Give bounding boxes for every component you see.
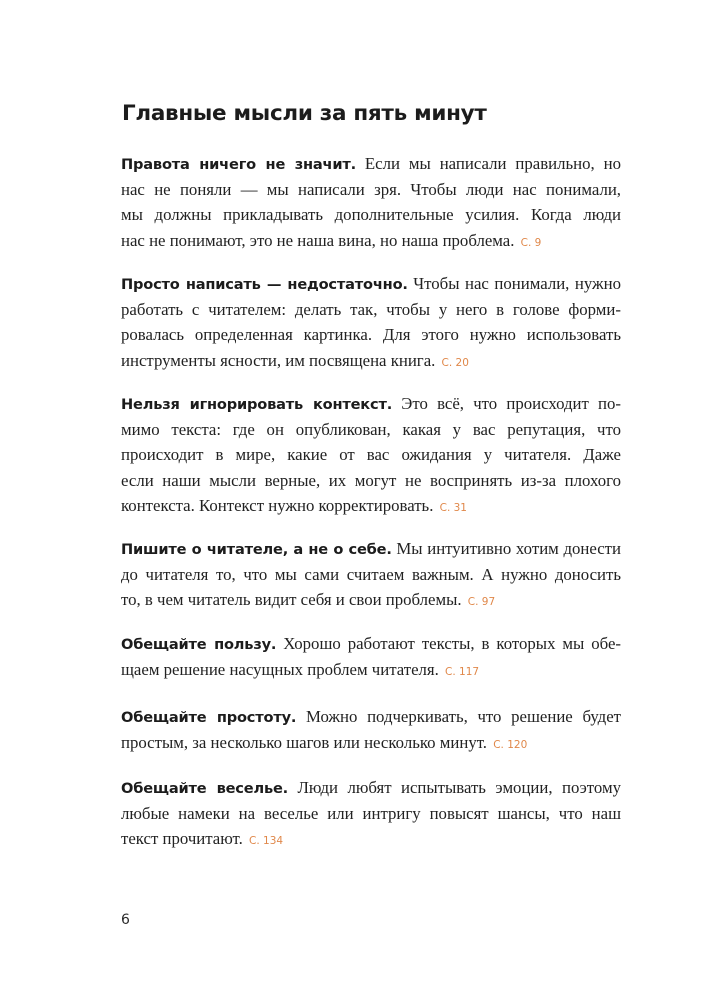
paragraph-line	[121, 348, 621, 374]
paragraph-line	[121, 730, 621, 756]
paragraph-line	[121, 493, 621, 519]
page-reference: С. 31	[439, 502, 467, 514]
section-heading: Просто написать — недостаточно.	[121, 276, 408, 293]
section-not-enough	[121, 271, 621, 373]
paragraph-line	[121, 228, 621, 254]
paragraph-line	[121, 271, 621, 297]
paragraph-line: мимо текста: где он опубликован, какая у вас репутация, что	[121, 419, 621, 439]
section-heading: Обещайте пользу.	[121, 636, 277, 653]
page-reference: С. 97	[467, 596, 496, 608]
paragraph-line	[121, 826, 621, 852]
section-heading: Обещайте веселье.	[121, 780, 289, 797]
paragraph-line: мы должны прикладывать дополнительные усилия. Когда люди	[121, 205, 621, 224]
page-reference: С. 117	[445, 665, 480, 678]
paragraph-text: Можно подчеркивать, что решение будет	[296, 707, 621, 726]
paragraph-line: если наши мысли верные, их могут не воспринять из-за плохого	[121, 470, 621, 490]
paragraph-text: Если мы написали правильно, но	[356, 154, 621, 173]
section-context	[121, 391, 621, 519]
section-heading: Нельзя игнорировать контекст.	[121, 396, 393, 413]
paragraph-line: происходит в мире, какие от вас ожидания у читателя. Даже	[121, 445, 621, 464]
page-reference: С. 9	[520, 236, 542, 249]
page-reference: С. 120	[493, 738, 528, 751]
paragraph-line	[121, 704, 621, 730]
section-heading: Пишите о читателе, а не о себе.	[121, 541, 392, 558]
section-about-reader	[121, 536, 621, 613]
section-heading: Обещайте простоту.	[121, 709, 297, 726]
section-promise-simplicity	[121, 704, 621, 755]
paragraph-text: то, в чем читатель видит себя и свои проблемы.	[121, 590, 462, 609]
page-reference: С. 134	[249, 835, 284, 847]
section-promise-benefit	[121, 631, 621, 682]
paragraph-text: Мы интуитивно хотим донести	[391, 539, 621, 558]
paragraph-line: работать с читателем: делать так, чтобы у него в голове форми-	[121, 299, 621, 319]
paragraph-text: инструменты ясности, им посвящена книга.	[121, 350, 436, 370]
paragraph-text: Это всё, что происходит по-	[392, 394, 622, 413]
section-promise-fun	[121, 775, 621, 852]
page-title: Главные мысли за пять минут	[122, 101, 487, 126]
paragraph-line: любые намеки на веселье или интригу повысят шансы, что наш	[121, 803, 621, 823]
paragraph-text: нас не понимают, это не наша вина, но наша проблема.	[121, 230, 515, 250]
section-heading: Правота ничего не значит.	[121, 156, 356, 173]
paragraph-text: текст прочитают.	[121, 829, 243, 848]
paragraph-text: Чтобы нас понимали, нужно	[407, 274, 621, 293]
paragraph-text: Люди любят испытывать эмоции, поэтому	[288, 778, 621, 797]
paragraph-line	[121, 536, 621, 562]
section-correctness	[121, 151, 621, 253]
paragraph-line: нас не поняли — мы написали зря. Чтобы люди нас понимали,	[121, 179, 621, 199]
page-reference: С. 20	[441, 356, 469, 369]
paragraph-line	[121, 775, 621, 801]
paragraph-text: простым, за несколько шагов или несколько минут.	[121, 732, 487, 752]
page-number: 6	[121, 912, 130, 928]
paragraph-line: ровалась определенная картинка. Для этого нужно использовать	[121, 325, 621, 344]
paragraph-line	[121, 631, 621, 657]
paragraph-line	[121, 587, 621, 613]
paragraph-line	[121, 657, 621, 683]
paragraph-line: до читателя то, что мы сами считаем важным. А нужно доносить	[121, 564, 621, 584]
paragraph-text: Хорошо работают тексты, в которых мы обе-	[276, 634, 621, 653]
paragraph-text: щаем решение насущных проблем читателя.	[121, 659, 439, 679]
paragraph-line	[121, 391, 621, 417]
paragraph-line	[121, 151, 621, 177]
paragraph-text: контекста. Контекст нужно корректировать.	[121, 496, 434, 515]
